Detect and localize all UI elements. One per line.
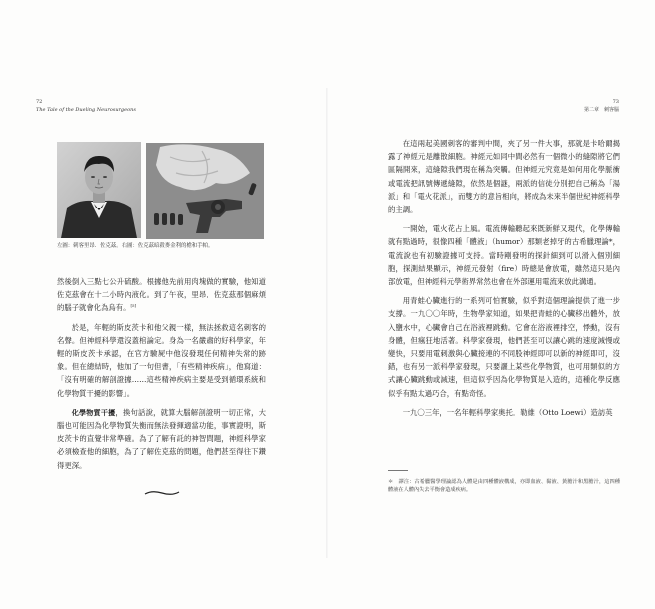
portrait-illustration — [57, 142, 141, 238]
paragraph: 一開始，電火花占上風。電流傳輸聽起來既新鮮又現代，化學傳輸就有點過時，很像四種「體液」（humor）那類老掉牙的古希臘理論*，電流說也有初驗證據可支持。當時剛發明的探針細到可以滑入個別細胞，探測結果顯示，神經元發射（fire）時總是會放電，雖然這只是內部放電，但神經科元學術界常然也會在外部運用電流來放此溝通。 — [388, 224, 620, 287]
bold-term: 化學物質干擾 — [71, 407, 116, 417]
section-ornament — [144, 489, 180, 497]
paragraph: 然後倒入三點七公升硫酸。根據他先前用肉塊做的實驗，他知道佐克茲會在十二小時內液化。到了午夜，里昂．佐克茲那個麻煩的腦子就會化為烏有。[5] — [57, 277, 266, 313]
page-number: 72 — [36, 99, 43, 105]
gun-illustration — [146, 143, 264, 239]
figure-caption: 左圖：刺客里昂．佐克茲。右圖：佐克茲暗殺麥金利的槍和手帕。 — [57, 243, 214, 249]
footnote-rule — [388, 470, 408, 471]
paragraph: 在這兩起美國刺客的審判中間，夾了另一件大事，那就是卡哈爾揭露了神經元是離散細胞。神經元如同中間必然有一個微小的縫隙將它們區隔開來，這縫隙我們現在稱為突觸。但神經元究竟是如何用化學脈衝或電流把訊號傳遞縫隙，依然是個謎，兩派的信徒分別把自己稱為「湯派」和「電火花派」，而雙方的意旨相向，將成為未來半個世紀神經科學的主調。 — [388, 139, 620, 215]
page-number: 73 — [612, 99, 619, 105]
paragraph: 化學物質干擾，換句話說，就算大腦解剖證明一切正常，大腦也可能因為化學物質失衡而無法發揮適當功能，事實證明，斯皮茨卡的直覺非常準確。為了了解有託的神智問題，神經科學家必須檢查他的細胞，為了了解佐克茲的問題，他們甚至得往下鑽得更深。 — [57, 407, 266, 470]
running-title: 第二章 刺客腦 — [583, 107, 619, 113]
left-page — [0, 0, 327, 609]
right-page — [328, 0, 655, 609]
footnote: ＊ 譯注：古希臘醫學理論認為人體是由四種體液構成，亦即血液、黏液、黃膽汁和黑膽汁，這四種體液在人體內失去平衡會造成疾病。 — [388, 479, 620, 494]
paragraph: 於是，年輕的斯皮茨卡和他父親一樣，無法拯救這名刺客的名聲。但神經科學還沒蓋棺論定。身為一名嚴肅的好科學家，年輕的斯皮茨卡承認，在官方驗屍中他沒發現任何精神失常的跡象。但在總結時，他加了一句但書，「有些精神疾病」，他寫道：「沒有明確的解剖證據……這些精神疾病主要是受到循環系統和化學物質干擾的影響」。 — [57, 322, 266, 398]
running-title: The Tale of the Dueling Neurosurgeons — [36, 107, 136, 113]
endnote-marker: [5] — [130, 303, 137, 309]
left-body-text — [57, 275, 266, 472]
portrait-photo — [57, 142, 141, 238]
right-body-text — [388, 137, 620, 419]
paragraph: 用青蛙心臟進行的一系列可怕實驗，似乎對這個理論提供了進一步支撐。一九〇〇年時，生物學家知道，如果把青蛙的心臟移出體外，放入鹽水中，心臟會自己在浴液裡跳動。它會在浴液裡排空，悸動，沒有身體，但瘋狂地活著。科學家發現，他們甚至可以讓心跳的速度減慢或變快，只要用電刺激與心臟接連的不同股神經即可以新的神經即可，沒錯，也有另一派科學家發現，只要灑上某些化學物質，也可用類似的方式讓心臟跳動或減速，但這似乎因為化學物質是入造的，這種化學反應似乎有點太過巧合，有點奇怪。 — [388, 296, 620, 398]
gun-and-handkerchief-photo — [146, 143, 264, 239]
paragraph: 一九〇三年，一名年輕科學家奧托．勒維（Otto Loewi）造訪英 — [402, 407, 613, 417]
